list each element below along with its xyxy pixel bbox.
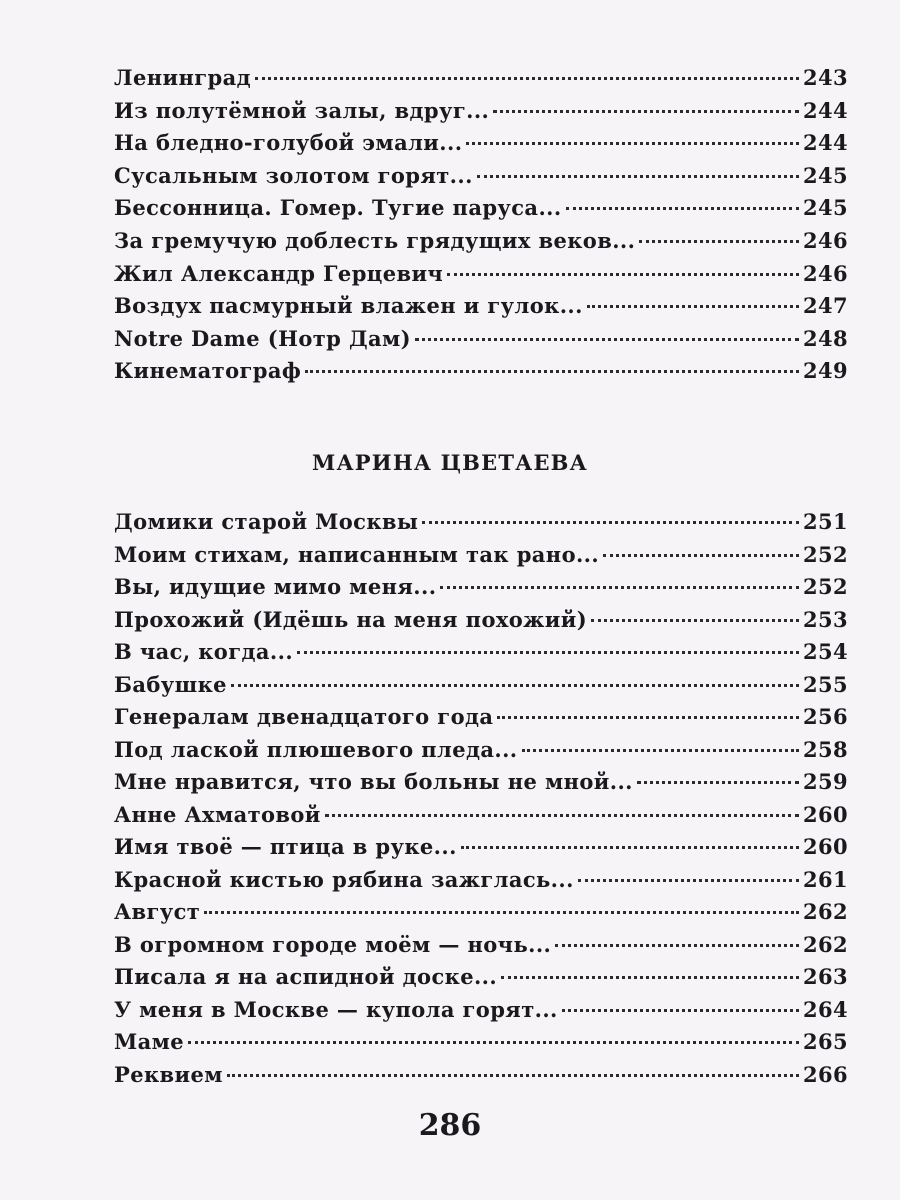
entry-page: 261 (802, 866, 848, 892)
entry-page: 245 (802, 162, 848, 188)
entry-title: Анне Ахматовой (114, 801, 321, 827)
entry-title: В огромном городе моём — ночь... (114, 931, 552, 957)
entry-title: Моим стихам, написанным так рано... (114, 541, 600, 567)
toc-entry (114, 636, 848, 669)
dot-leader (591, 619, 799, 622)
dot-leader (639, 240, 799, 243)
entry-title: За гремучую доблесть грядущих веков... (114, 227, 636, 253)
dot-leader (603, 554, 799, 557)
toc-entry (114, 192, 848, 225)
toc-list-tsvetaeva (114, 506, 848, 1091)
dot-leader (497, 716, 799, 719)
entry-title: Кинематограф (114, 358, 302, 384)
entry-title: Бабушке (114, 671, 227, 697)
toc-entry (114, 994, 848, 1027)
dot-leader (305, 370, 799, 373)
toc-entry (114, 929, 848, 962)
dot-leader (587, 305, 799, 308)
dot-leader (422, 521, 799, 524)
entry-page: 262 (802, 931, 848, 957)
dot-leader (447, 273, 799, 276)
entry-title: Бессонница. Гомер. Тугие паруса... (114, 195, 562, 221)
entry-title: Генералам двенадцатого года (114, 704, 494, 729)
entry-title: Реквием (114, 1061, 223, 1087)
toc-entry (114, 225, 848, 258)
entry-page: 263 (802, 964, 848, 989)
entry-title: У меня в Москве — купола горят... (114, 996, 558, 1022)
toc-entry (114, 734, 848, 767)
toc-entry (114, 701, 848, 734)
dot-leader (501, 976, 799, 979)
section-heading: МАРИНА ЦВЕТАЕВА (312, 450, 588, 475)
entry-page: 254 (802, 639, 848, 664)
dot-leader (297, 651, 799, 654)
entry-title: Вы, идущие мимо меня... (114, 574, 437, 599)
toc-entry (114, 864, 848, 897)
toc-entry (114, 62, 848, 95)
entry-page: 252 (802, 574, 848, 599)
entry-title: Под лаской плюшевого пледа... (114, 736, 518, 762)
toc-entry (114, 766, 848, 799)
toc-list-mandelstam (114, 62, 848, 388)
dot-leader (188, 1041, 799, 1044)
toc-entry (114, 506, 848, 539)
toc-entry (114, 258, 848, 291)
entry-title: Писала я на аспидной доске... (114, 964, 498, 989)
toc-entry (114, 604, 848, 637)
entry-title: Имя твоё — птица в руке... (114, 834, 457, 859)
entry-page: 249 (802, 358, 848, 384)
entry-page: 258 (802, 736, 848, 762)
entry-page: 244 (802, 130, 848, 156)
toc-entry (114, 669, 848, 702)
entry-title: Красной кистью рябина зажглась... (114, 866, 574, 892)
entry-page: 265 (802, 1029, 848, 1054)
toc-entry (114, 95, 848, 128)
toc-entry (114, 896, 848, 929)
dot-leader (440, 586, 799, 589)
entry-title: Воздух пасмурный влажен и гулок... (114, 293, 583, 319)
dot-leader (255, 77, 799, 80)
toc-entry (114, 323, 848, 356)
entry-title: На бледно-голубой эмали... (114, 130, 463, 156)
entry-page: 244 (802, 97, 848, 123)
entry-page: 256 (802, 704, 848, 729)
toc-entry (114, 831, 848, 864)
entry-title: Домики старой Москвы (114, 509, 419, 534)
entry-page: 251 (802, 509, 848, 534)
dot-leader (555, 944, 799, 947)
entry-page: 262 (802, 899, 848, 924)
dot-leader (566, 207, 799, 210)
toc-entry (114, 799, 848, 832)
entry-page: 246 (802, 260, 848, 286)
toc-entry (114, 127, 848, 160)
entry-title: Notre Dame (Нотр Дам) (114, 325, 411, 351)
toc-entry (114, 1026, 848, 1059)
dot-leader (325, 814, 799, 817)
dot-leader (227, 1074, 799, 1077)
dot-leader (637, 781, 799, 784)
page-number: 286 (418, 1108, 482, 1143)
toc-entry (114, 160, 848, 193)
entry-title: Из полутёмной залы, вдруг... (114, 97, 490, 123)
dot-leader (493, 110, 799, 113)
dot-leader (461, 846, 799, 849)
entry-title: Сусальным золотом горят... (114, 162, 473, 188)
entry-page: 252 (802, 541, 848, 567)
entry-page: 255 (802, 671, 848, 697)
dot-leader (231, 684, 799, 687)
dot-leader (466, 142, 799, 145)
entry-page: 264 (802, 996, 848, 1022)
dot-leader (522, 749, 799, 752)
entry-title: Август (114, 899, 201, 924)
entry-title: Жил Александр Герцевич (114, 260, 444, 286)
entry-page: 246 (802, 227, 848, 253)
toc-entry (114, 355, 848, 388)
toc-entry (114, 290, 848, 323)
dot-leader (477, 175, 799, 178)
entry-page: 247 (802, 293, 848, 319)
entry-page: 259 (802, 769, 848, 794)
dot-leader (204, 911, 799, 914)
entry-title: В час, когда... (114, 639, 294, 664)
entry-page: 253 (802, 606, 848, 632)
toc-entry (114, 539, 848, 572)
entry-page: 266 (802, 1061, 848, 1087)
entry-page: 245 (802, 195, 848, 221)
entry-page: 260 (802, 834, 848, 859)
entry-title: Мне нравится, что вы больны не мной... (114, 769, 633, 794)
dot-leader (578, 879, 799, 882)
toc-entry (114, 571, 848, 604)
entry-title: Маме (114, 1029, 185, 1054)
entry-page: 248 (802, 325, 848, 351)
entry-page: 260 (802, 801, 848, 827)
entry-page: 243 (802, 65, 848, 90)
dot-leader (415, 338, 799, 341)
entry-title: Прохожий (Идёшь на меня похожий) (114, 606, 588, 632)
toc-entry (114, 961, 848, 994)
toc-entry (114, 1059, 848, 1092)
entry-title: Ленинград (114, 65, 252, 90)
dot-leader (562, 1009, 799, 1012)
